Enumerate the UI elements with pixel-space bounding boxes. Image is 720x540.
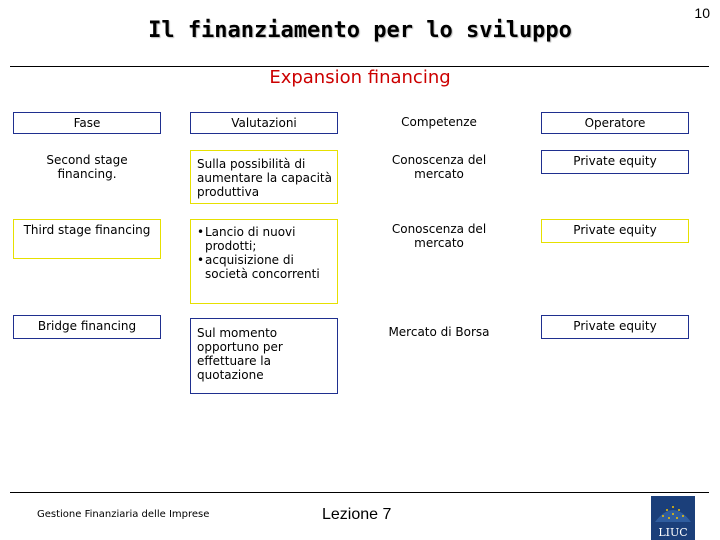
- header-operatore: Operatore: [541, 112, 689, 134]
- row3-valutazioni: Sul momento opportuno per effettuare la quotazione: [190, 318, 338, 394]
- row2-valutazioni-item: • acquisizione di società concorrenti: [197, 253, 333, 281]
- row1-competenze: Conoscenza del mercato: [365, 150, 513, 188]
- footer-course: Gestione Finanziaria delle Imprese: [37, 509, 210, 520]
- row3-competenze: Mercato di Borsa: [365, 318, 513, 348]
- slide-title: Il finanziamento per lo sviluppo: [148, 18, 572, 43]
- slide-subtitle: Expansion financing: [269, 67, 451, 88]
- footer-divider: [10, 492, 709, 493]
- row2-valutazioni: [190, 219, 338, 304]
- row2-competenze: Conoscenza del mercato: [365, 219, 513, 257]
- row1-valutazioni: Sulla possibilità di aumentare la capacità produttiva: [190, 150, 338, 204]
- row2-operatore: Private equity: [541, 219, 689, 243]
- liuc-logo: [651, 496, 695, 540]
- row2-valutazioni-item: • Lancio di nuovi prodotti;: [197, 225, 333, 253]
- row1-fase: Second stage financing.: [13, 150, 161, 188]
- row3-operatore: Private equity: [541, 315, 689, 339]
- svg-text:LIUC: LIUC: [658, 526, 688, 539]
- page-number: 10: [694, 5, 710, 21]
- row1-operatore: Private equity: [541, 150, 689, 174]
- row2-fase: Third stage financing: [13, 219, 161, 259]
- footer-lesson: Lezione 7: [322, 506, 392, 523]
- header-valutazioni: Valutazioni: [190, 112, 338, 134]
- header-fase: Fase: [13, 112, 161, 134]
- row3-fase: Bridge financing: [13, 315, 161, 339]
- header-competenze: Competenze: [365, 112, 513, 134]
